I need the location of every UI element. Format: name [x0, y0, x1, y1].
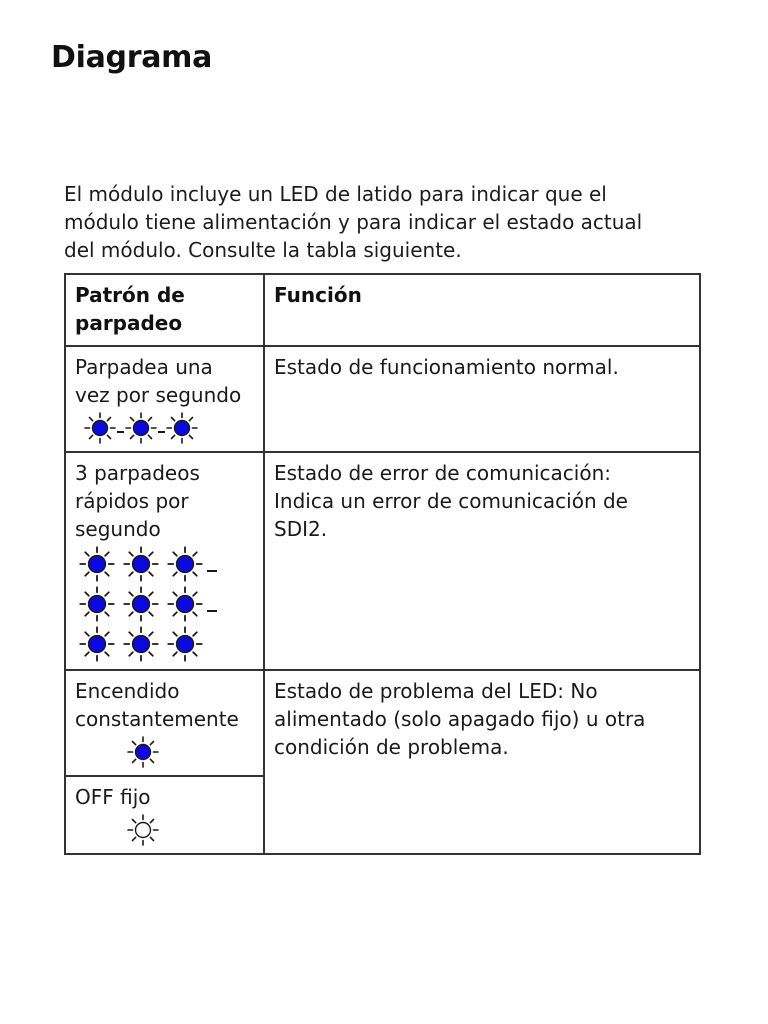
table-header-row [65, 274, 700, 346]
fast-blink-pattern [75, 545, 255, 583]
table-row [65, 670, 700, 776]
led-pattern-table [64, 273, 701, 855]
intro-line: El módulo incluye un LED de latido para indicar que el [64, 182, 607, 206]
function-line: SDI2. [274, 517, 328, 541]
intro-line: módulo tiene alimentación y para indicar el estado actual [64, 210, 643, 234]
table-row [65, 346, 700, 452]
function-line: Estado de problema del LED: No [274, 679, 598, 703]
pattern-cell [65, 452, 264, 670]
table-row [65, 452, 700, 670]
led-on-icon [123, 735, 163, 769]
pause-dash [207, 570, 217, 572]
pattern-line: vez por segundo [75, 383, 242, 407]
pause-dash [117, 431, 124, 433]
header-pattern-line: parpadeo [75, 311, 183, 335]
steady-off-pattern [123, 813, 255, 847]
function-line: Indica un error de comunicación de [274, 489, 628, 513]
led-on-icon [119, 585, 163, 623]
pattern-line: segundo [75, 517, 161, 541]
led-on-icon [83, 411, 117, 445]
pattern-line: Parpadea una [75, 355, 213, 379]
function-cell [264, 452, 700, 670]
steady-on-pattern [123, 735, 255, 769]
function-line: Estado de error de comunicación: [274, 461, 612, 485]
led-on-icon [75, 545, 119, 583]
function-line: Estado de funcionamiento normal. [274, 355, 619, 379]
led-on-icon [75, 625, 119, 663]
led-on-icon [163, 585, 207, 623]
pattern-line: OFF fijo [75, 785, 151, 809]
led-on-icon [163, 545, 207, 583]
led-off-icon [123, 813, 163, 847]
intro-paragraph [64, 180, 704, 264]
blink-once-pattern [83, 411, 255, 445]
function-cell [264, 346, 700, 452]
function-line: alimentado (solo apagado fijo) u otra [274, 707, 646, 731]
function-line: condición de problema. [274, 735, 509, 759]
header-pattern [65, 274, 264, 346]
page-heading: Diagrama [51, 40, 213, 75]
header-function: Función [264, 274, 700, 346]
intro-line: del módulo. Consulte la tabla siguiente. [64, 238, 462, 262]
pattern-line: constantemente [75, 707, 239, 731]
pattern-line: 3 parpadeos [75, 461, 200, 485]
led-on-icon [75, 585, 119, 623]
pause-dash [207, 610, 217, 612]
led-on-icon [165, 411, 199, 445]
led-on-icon [124, 411, 158, 445]
pattern-cell [65, 670, 264, 776]
function-cell [264, 670, 700, 854]
pause-dash [158, 431, 165, 433]
pattern-cell [65, 346, 264, 452]
fast-blink-pattern [75, 585, 255, 623]
led-on-icon [119, 625, 163, 663]
pattern-cell [65, 776, 264, 854]
header-pattern-line: Patrón de [75, 283, 185, 307]
fast-blink-pattern [75, 625, 255, 663]
led-on-icon [163, 625, 207, 663]
led-on-icon [119, 545, 163, 583]
pattern-line: rápidos por [75, 489, 189, 513]
pattern-line: Encendido [75, 679, 180, 703]
